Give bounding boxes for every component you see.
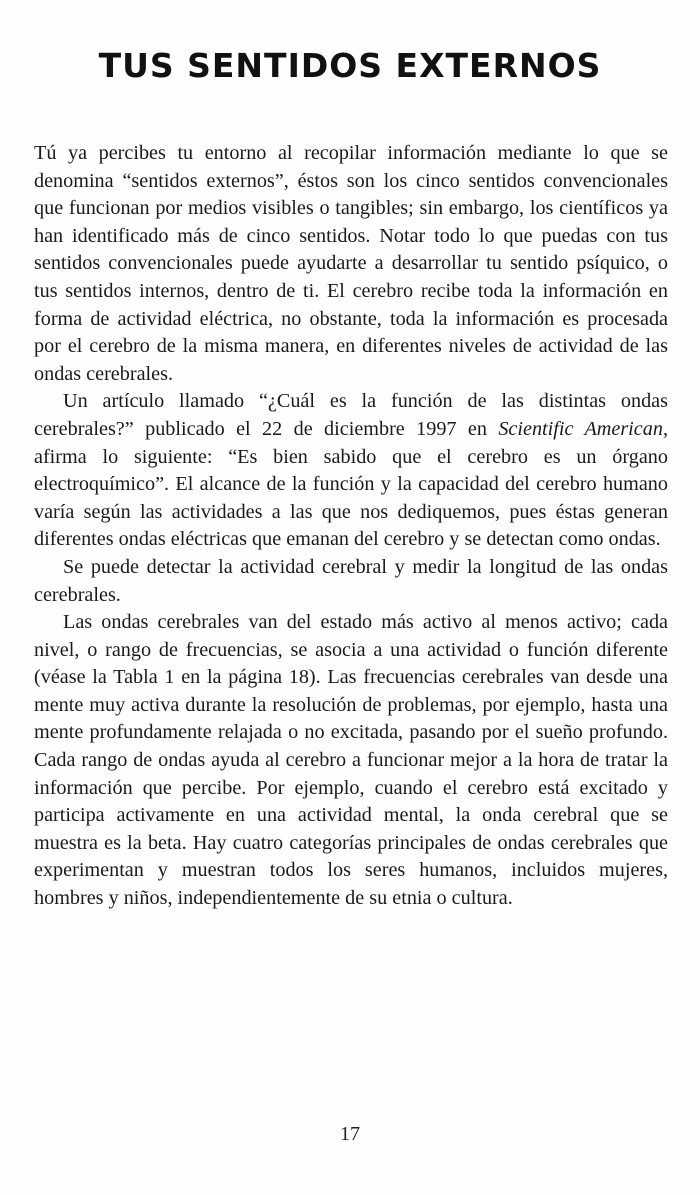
page-number: 17 (340, 1123, 360, 1145)
paragraph-2-end: , afirma lo siguiente: “Es bien sabido que el cerebro es un órgano electroquímico”. El alcance de la función y la capacidad del cerebro humano varía según las actividades a las que nos dediquemos, pues éstas generan diferentes ondas eléctricas que emanan del cerebro y se detectan como ondas. (34, 417, 668, 551)
paragraph-2 (34, 388, 668, 554)
body-text (34, 140, 668, 913)
journal-title: Scientific American (498, 417, 663, 440)
paragraph-3: Se puede detectar la actividad cerebral y medir la longitud de las ondas cerebrales. (34, 555, 668, 606)
paragraph-1: Tú ya percibes tu entorno al recopilar información mediante lo que se denomina “sentidos externos”, éstos son los cinco sentidos convencionales que funcionan por medios visibles o tangibles; sin embargo, los científicos ya han identificado más de cinco sentidos. Notar todo lo que puedas con tus sentidos convencionales puede ayudarte a desarrollar tu sentido psíquico, o tus sentidos internos, dentro de ti. El cerebro recibe toda la información en forma de actividad eléctrica, no obstante, toda la información es procesada por el cerebro de la misma manera, en diferentes niveles de actividad de las ondas cerebrales. (34, 142, 668, 385)
paragraph-4: Las ondas cerebrales van del estado más activo al menos activo; cada nivel, o rango de frecuencias, se asocia a una actividad o función diferente (véase la Tabla 1 en la página 18). Las frecuencias cerebrales van desde una mente muy activa durante la resolución de problemas, por ejemplo, hasta una mente profundamente relajada o no excitada, pasando por el sueño profundo. Cada rango de ondas ayuda al cerebro a funcionar mejor a la hora de tratar la información que percibe. Por ejemplo, cuando el cerebro está excitado y participa activamente en una actividad mental, la onda cerebral que se muestra es la beta. Hay cuatro categorías principales de ondas cerebrales que experimentan y muestran todos los seres humanos, incluidos mujeres, hombres y niños, independientemente de su etnia o cultura. (34, 611, 668, 910)
page-title: TUS SENTIDOS EXTERNOS (98, 46, 602, 85)
paragraph-2-start: Un artículo llamado “¿Cuál es la función de las distintas ondas cerebrales?” publicado el 22 de diciembre 1997 en (34, 390, 668, 440)
